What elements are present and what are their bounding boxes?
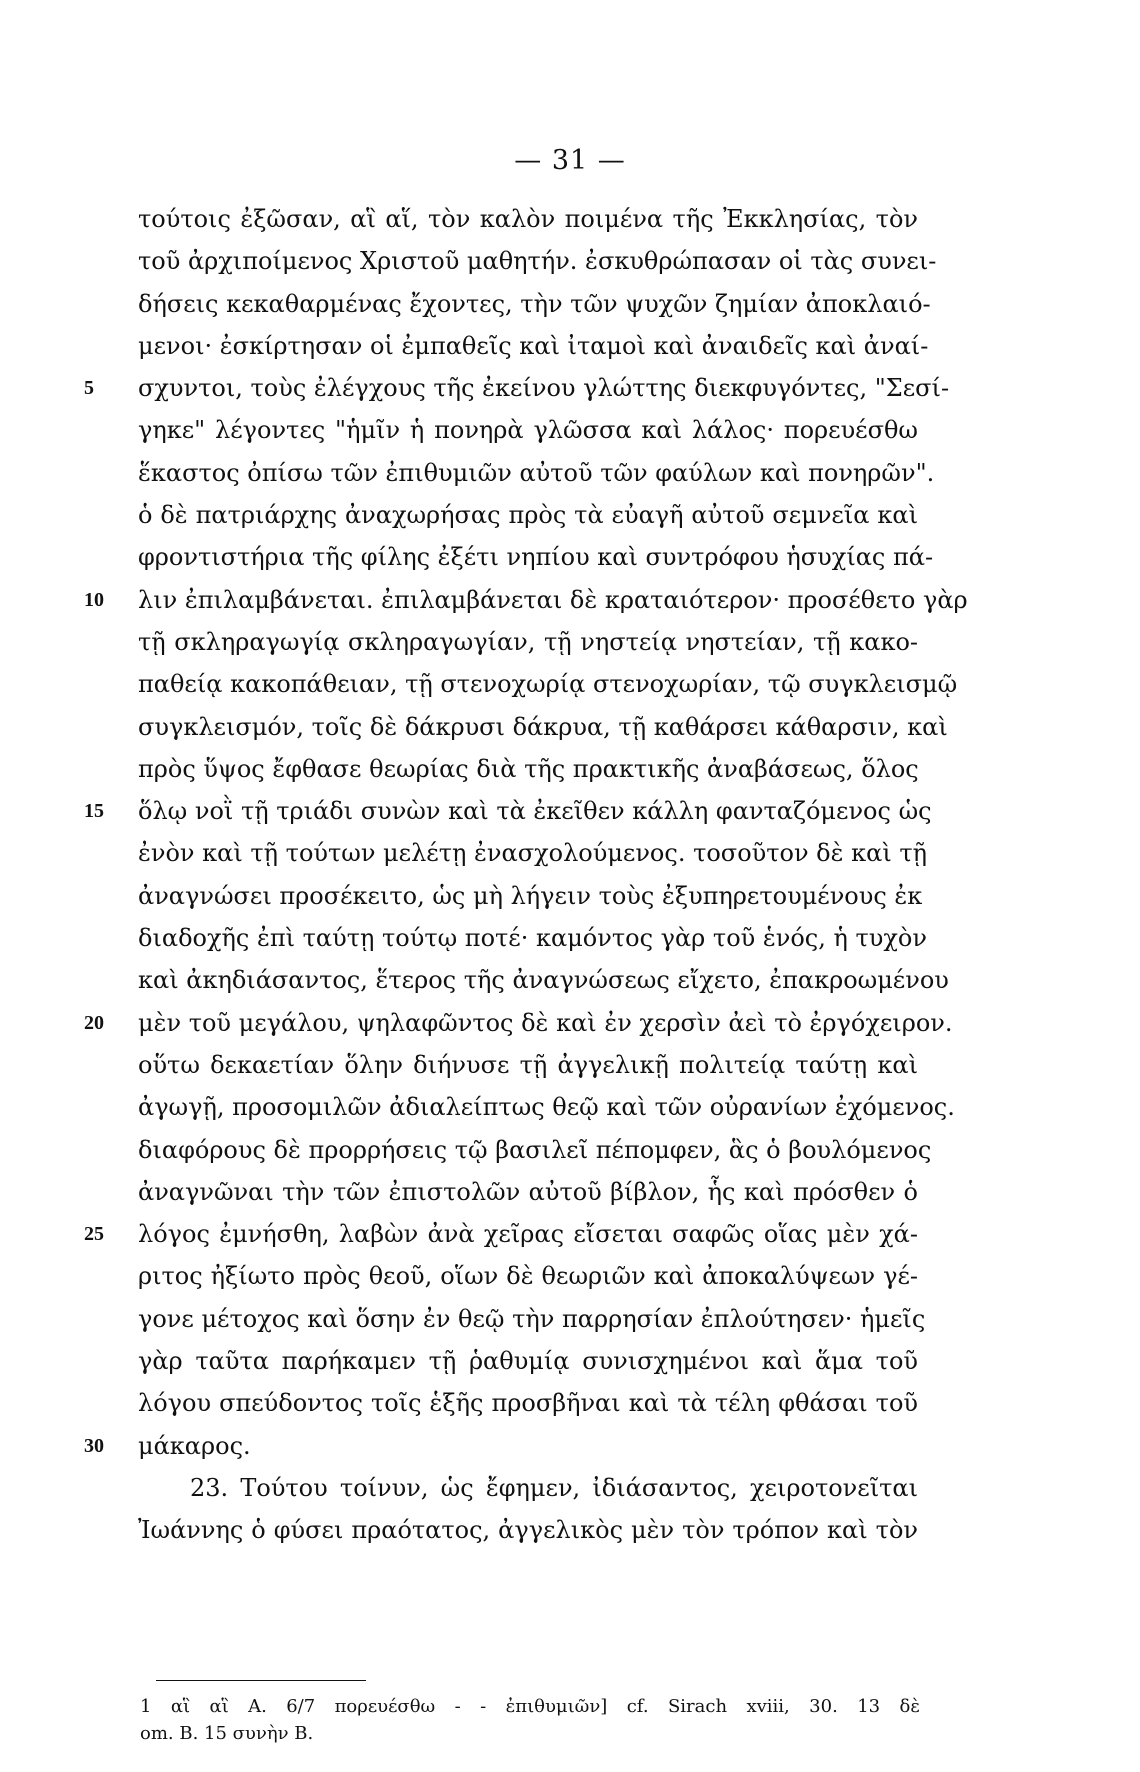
text-line xyxy=(84,1213,918,1255)
text-line xyxy=(138,198,918,240)
text-line xyxy=(138,663,958,705)
line-text: μενοι· ἐσκίρτησαν οἱ ἐμπαθεῖς καὶ ἰταμοὶ καὶ ἀναιδεῖς καὶ ἀναί- xyxy=(138,331,929,360)
text-line xyxy=(138,748,918,790)
line-text: τῇ σκληραγωγίᾳ σκληραγωγίαν, τῇ νηστείᾳ νηστείαν, τῇ κακο- xyxy=(138,627,918,656)
line-text: διαφόρους δὲ προρρήσεις τῷ βασιλεῖ πέπομφεν, ἃς ὁ βουλόμενος xyxy=(138,1135,932,1164)
footnote-divider xyxy=(156,1680,366,1681)
text-line xyxy=(138,240,937,282)
text-line xyxy=(84,367,950,409)
line-text: παθείᾳ κακοπάθειαν, τῇ στενοχωρίᾳ στενοχωρίαν, τῷ συγκλεισμῷ xyxy=(138,670,958,699)
line-text: γηκε" λέγοντες "ἡμῖν ἡ πονηρὰ γλῶσσα καὶ λάλος· πορευέσθω xyxy=(138,416,918,445)
text-line xyxy=(138,1171,918,1213)
line-text: διαδοχῆς ἐπὶ ταύτῃ τούτῳ ποτέ· καμόντος γὰρ τοῦ ἑνός, ἡ τυχὸν xyxy=(138,924,927,953)
text-line xyxy=(138,452,935,494)
text-line xyxy=(138,1044,918,1086)
line-text: ὁ δὲ πατριάρχης ἀναχωρήσας πρὸς τὰ εὐαγῆ αὐτοῦ σεμνεῖα καὶ xyxy=(138,501,918,530)
line-text: οὕτω δεκαετίαν ὅλην διήνυσε τῇ ἀγγελικῇ πολιτείᾳ ταύτῃ καὶ xyxy=(138,1050,918,1079)
line-number: 30 xyxy=(84,1434,104,1457)
text-line xyxy=(84,1425,918,1467)
footnotes xyxy=(140,1693,920,1747)
line-text: φροντιστήρια τῆς φίλης ἐξέτι νηπίου καὶ συντρόφου ἡσυχίας πά- xyxy=(138,543,934,572)
text-line xyxy=(138,1382,918,1424)
line-text: μάκαρος. xyxy=(138,1431,251,1460)
text-line xyxy=(138,536,934,578)
footnote-text: om. B. 15 συνὴν B. xyxy=(140,1723,314,1744)
line-text: 23. Τούτου τοίνυν, ὡς ἔφημεν, ἰδιάσαντος, χειροτονεῖται xyxy=(190,1473,918,1502)
line-text: τοῦ ἀρχιποίμενος Χριστοῦ μαθητήν. ἐσκυθρώπασαν οἱ τὰς συνει- xyxy=(138,247,937,276)
text-line xyxy=(138,1086,955,1128)
text-line xyxy=(138,1129,932,1171)
line-text: τούτοις ἐξῶσαν, αἳ αἵ, τὸν καλὸν ποιμένα τῆς Ἐκκλησίας, τὸν xyxy=(138,205,918,233)
line-text: πρὸς ὕψος ἔφθασε θεωρίας διὰ τῆς πρακτικῆς ἀναβάσεως, ὅλος xyxy=(138,754,919,783)
text-line xyxy=(138,959,949,1001)
footnote-line xyxy=(140,1693,920,1720)
line-text: σχυντοι, τοὺς ἐλέγχους τῆς ἐκείνου γλώττης διεκφυγόντες, "Σεσί- xyxy=(138,374,950,403)
text-line xyxy=(138,1467,918,1509)
line-text: καὶ ἀκηδιάσαντος, ἕτερος τῆς ἀναγνώσεως εἴχετο, ἐπακροωμένου xyxy=(138,966,949,995)
line-text: δήσεις κεκαθαρμένας ἔχοντες, τὴν τῶν ψυχῶν ζημίαν ἀποκλαιό- xyxy=(138,289,931,318)
text-line xyxy=(84,790,932,832)
text-line xyxy=(138,409,918,451)
line-text: ἀναγνῶναι τὴν τῶν ἐπιστολῶν αὐτοῦ βίβλον, ἧς καὶ πρόσθεν ὁ xyxy=(138,1177,918,1206)
line-number: 5 xyxy=(84,377,94,400)
line-text: λιν ἐπιλαμβάνεται. ἐπιλαμβάνεται δὲ κραταιότερον· προσέθετο γὰρ xyxy=(138,585,968,614)
text-line xyxy=(138,325,929,367)
line-text: συγκλεισμόν, τοῖς δὲ δάκρυσι δάκρυα, τῇ καθάρσει κάθαρσιν, καὶ xyxy=(138,712,948,741)
line-number: 25 xyxy=(84,1223,104,1246)
line-text: ἀγωγῇ, προσομιλῶν ἀδιαλείπτως θεῷ καὶ τῶν οὐρανίων ἐχόμενος. xyxy=(138,1093,955,1122)
text-line xyxy=(138,1298,926,1340)
text-line xyxy=(138,1340,918,1382)
text-line xyxy=(138,875,923,917)
text-line xyxy=(138,621,918,663)
line-text: λόγου σπεύδοντος τοῖς ἑξῆς προσβῆναι καὶ τὰ τέλη φθάσαι τοῦ xyxy=(138,1389,918,1418)
line-text: ριτος ἠξίωτο πρὸς θεοῦ, οἵων δὲ θεωριῶν καὶ ἀποκαλύψεων γέ- xyxy=(138,1262,918,1291)
page-number: — 31 — xyxy=(514,145,626,176)
footnote-line xyxy=(140,1720,920,1747)
line-text: Ἰωάννης ὁ φύσει πραότατος, ἀγγελικὸς μὲν τὸν τρόπον καὶ τὸν xyxy=(138,1516,918,1545)
text-line xyxy=(84,1002,953,1044)
line-number: 15 xyxy=(84,800,104,823)
text-line xyxy=(84,579,968,621)
line-text: γὰρ ταῦτα παρήκαμεν τῇ ῥαθυμίᾳ συνισχημένοι καὶ ἅμα τοῦ xyxy=(138,1347,918,1376)
line-number: 10 xyxy=(84,588,104,611)
text-line xyxy=(138,1255,918,1297)
text-line xyxy=(138,494,918,536)
main-text xyxy=(84,198,968,1552)
line-number: 20 xyxy=(84,1011,104,1034)
line-text: ὅλῳ νοῒ τῇ τριάδι συνὼν καὶ τὰ ἐκεῖθεν κάλλη φανταζόμενος ὡς xyxy=(138,797,932,826)
footnote-text: 1 αἳ αἳ Α. 6/7 πορευέσθω - - ἐπιθυμιῶν] cf. Sirach xviii, 30. 13 δὲ xyxy=(140,1696,920,1717)
text-line xyxy=(138,283,931,325)
text-line xyxy=(138,1509,918,1551)
line-text: ἕκαστος ὀπίσω τῶν ἐπιθυμιῶν αὐτοῦ τῶν φαύλων καὶ πονηρῶν". xyxy=(138,458,935,487)
text-line xyxy=(138,832,928,874)
line-text: λόγος ἐμνήσθη, λαβὼν ἀνὰ χεῖρας εἴσεται σαφῶς οἵας μὲν χά- xyxy=(138,1220,918,1249)
line-text: ἀναγνώσει προσέκειτο, ὡς μὴ λήγειν τοὺς ἐξυπηρετουμένους ἐκ xyxy=(138,881,923,910)
line-text: μὲν τοῦ μεγάλου, ψηλαφῶντος δὲ καὶ ἐν χερσὶν ἀεὶ τὸ ἐργόχειρον. xyxy=(138,1008,953,1037)
line-text: ἐνὸν καὶ τῇ τούτων μελέτῃ ἐνασχολούμενος. τοσοῦτον δὲ καὶ τῇ xyxy=(138,839,928,868)
text-line xyxy=(138,917,927,959)
text-line xyxy=(138,706,948,748)
line-text: γονε μέτοχος καὶ ὅσην ἐν θεῷ τὴν παρρησίαν ἐπλούτησεν· ἡμεῖς xyxy=(138,1304,926,1333)
